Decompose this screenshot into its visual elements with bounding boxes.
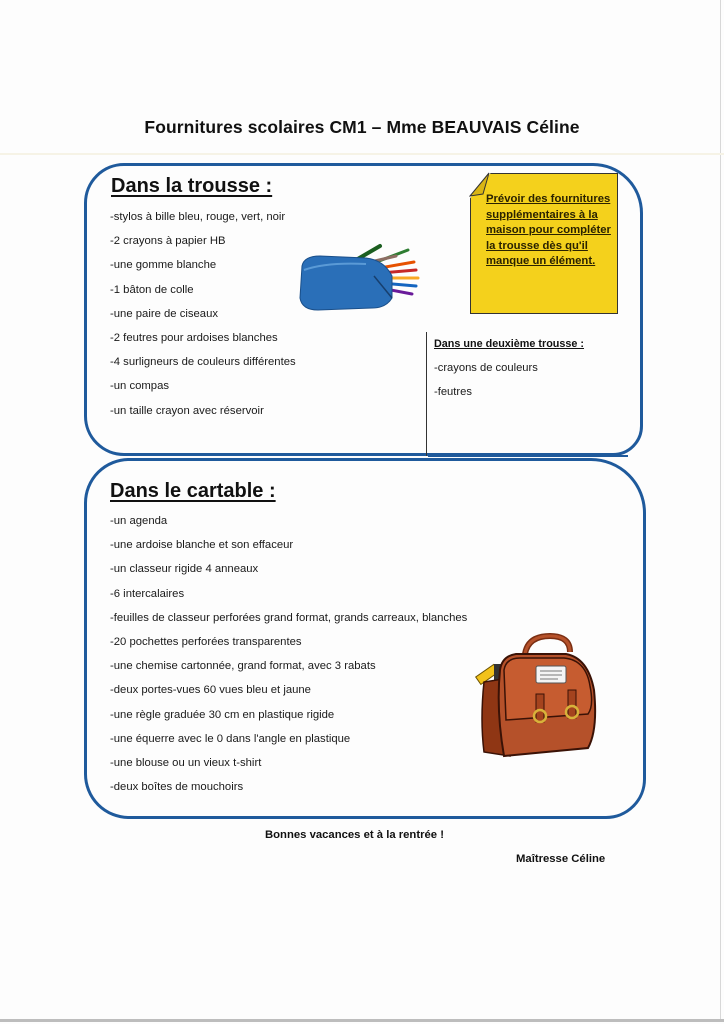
- list-item: -un taille crayon avec réservoir: [110, 404, 264, 417]
- list-item: -4 surligneurs de couleurs différentes: [110, 356, 296, 369]
- deuxieme-trousse-list: [434, 362, 538, 410]
- list-item: -stylos à bille bleu, rouge, vert, noir: [110, 211, 286, 223]
- list-item: -20 pochettes perforées transparentes: [110, 635, 302, 648]
- closing-message: Bonnes vacances et à la rentrée !: [265, 829, 444, 841]
- list-item: -feuilles de classeur perforées grand format, grands carreaux, blanches: [110, 611, 468, 624]
- list-item: -crayons de couleurs: [434, 362, 538, 374]
- list-item: -2 feutres pour ardoises blanches: [110, 331, 278, 344]
- signature: Maîtresse Céline: [516, 853, 606, 865]
- list-item: -une ardoise blanche et son effaceur: [110, 539, 294, 552]
- list-item: -une équerre avec le 0 dans l'angle en plastique: [110, 732, 351, 745]
- list-item: -une paire de ciseaux: [110, 307, 219, 320]
- list-item: -deux portes-vues 60 vues bleu et jaune: [110, 684, 311, 697]
- reminder-note-text: Prévoir des fournitures supplémentaires à la maison pour compléter la trousse dès qu'il manque un élément.: [486, 193, 611, 268]
- list-item: -un agenda: [110, 515, 168, 527]
- list-item: -2 crayons à papier HB: [110, 235, 226, 248]
- list-item: -1 bâton de colle: [110, 283, 194, 296]
- list-item: -un compas: [110, 380, 170, 393]
- cartable-heading: Dans le cartable :: [110, 480, 276, 502]
- satchel-icon: [470, 630, 605, 760]
- page-title: Fournitures scolaires CM1 – Mme BEAUVAIS Céline: [144, 117, 580, 137]
- cartable-list: [110, 514, 467, 804]
- list-item: -6 intercalaires: [110, 587, 185, 600]
- list-item: -deux boîtes de mouchoirs: [110, 781, 244, 794]
- title-divider: [0, 153, 724, 155]
- trousse-heading: Dans la trousse :: [111, 175, 273, 197]
- list-item: -une chemise cartonnée, grand format, avec 3 rabats: [110, 660, 376, 673]
- list-item: -une blouse ou un vieux t-shirt: [110, 756, 262, 769]
- list-item: -un classeur rigide 4 anneaux: [110, 563, 259, 576]
- trousse-list: [110, 210, 296, 428]
- page-edge: [0, 1019, 724, 1022]
- section-divider: [428, 455, 628, 457]
- list-item: -une règle graduée 30 cm en plastique rigide: [110, 708, 335, 721]
- deuxieme-trousse-heading: Dans une deuxième trousse :: [434, 338, 585, 350]
- pencil-case-icon: [296, 236, 424, 316]
- column-divider: [426, 332, 427, 456]
- list-item: -une gomme blanche: [110, 259, 217, 272]
- list-item: -feutres: [434, 386, 472, 398]
